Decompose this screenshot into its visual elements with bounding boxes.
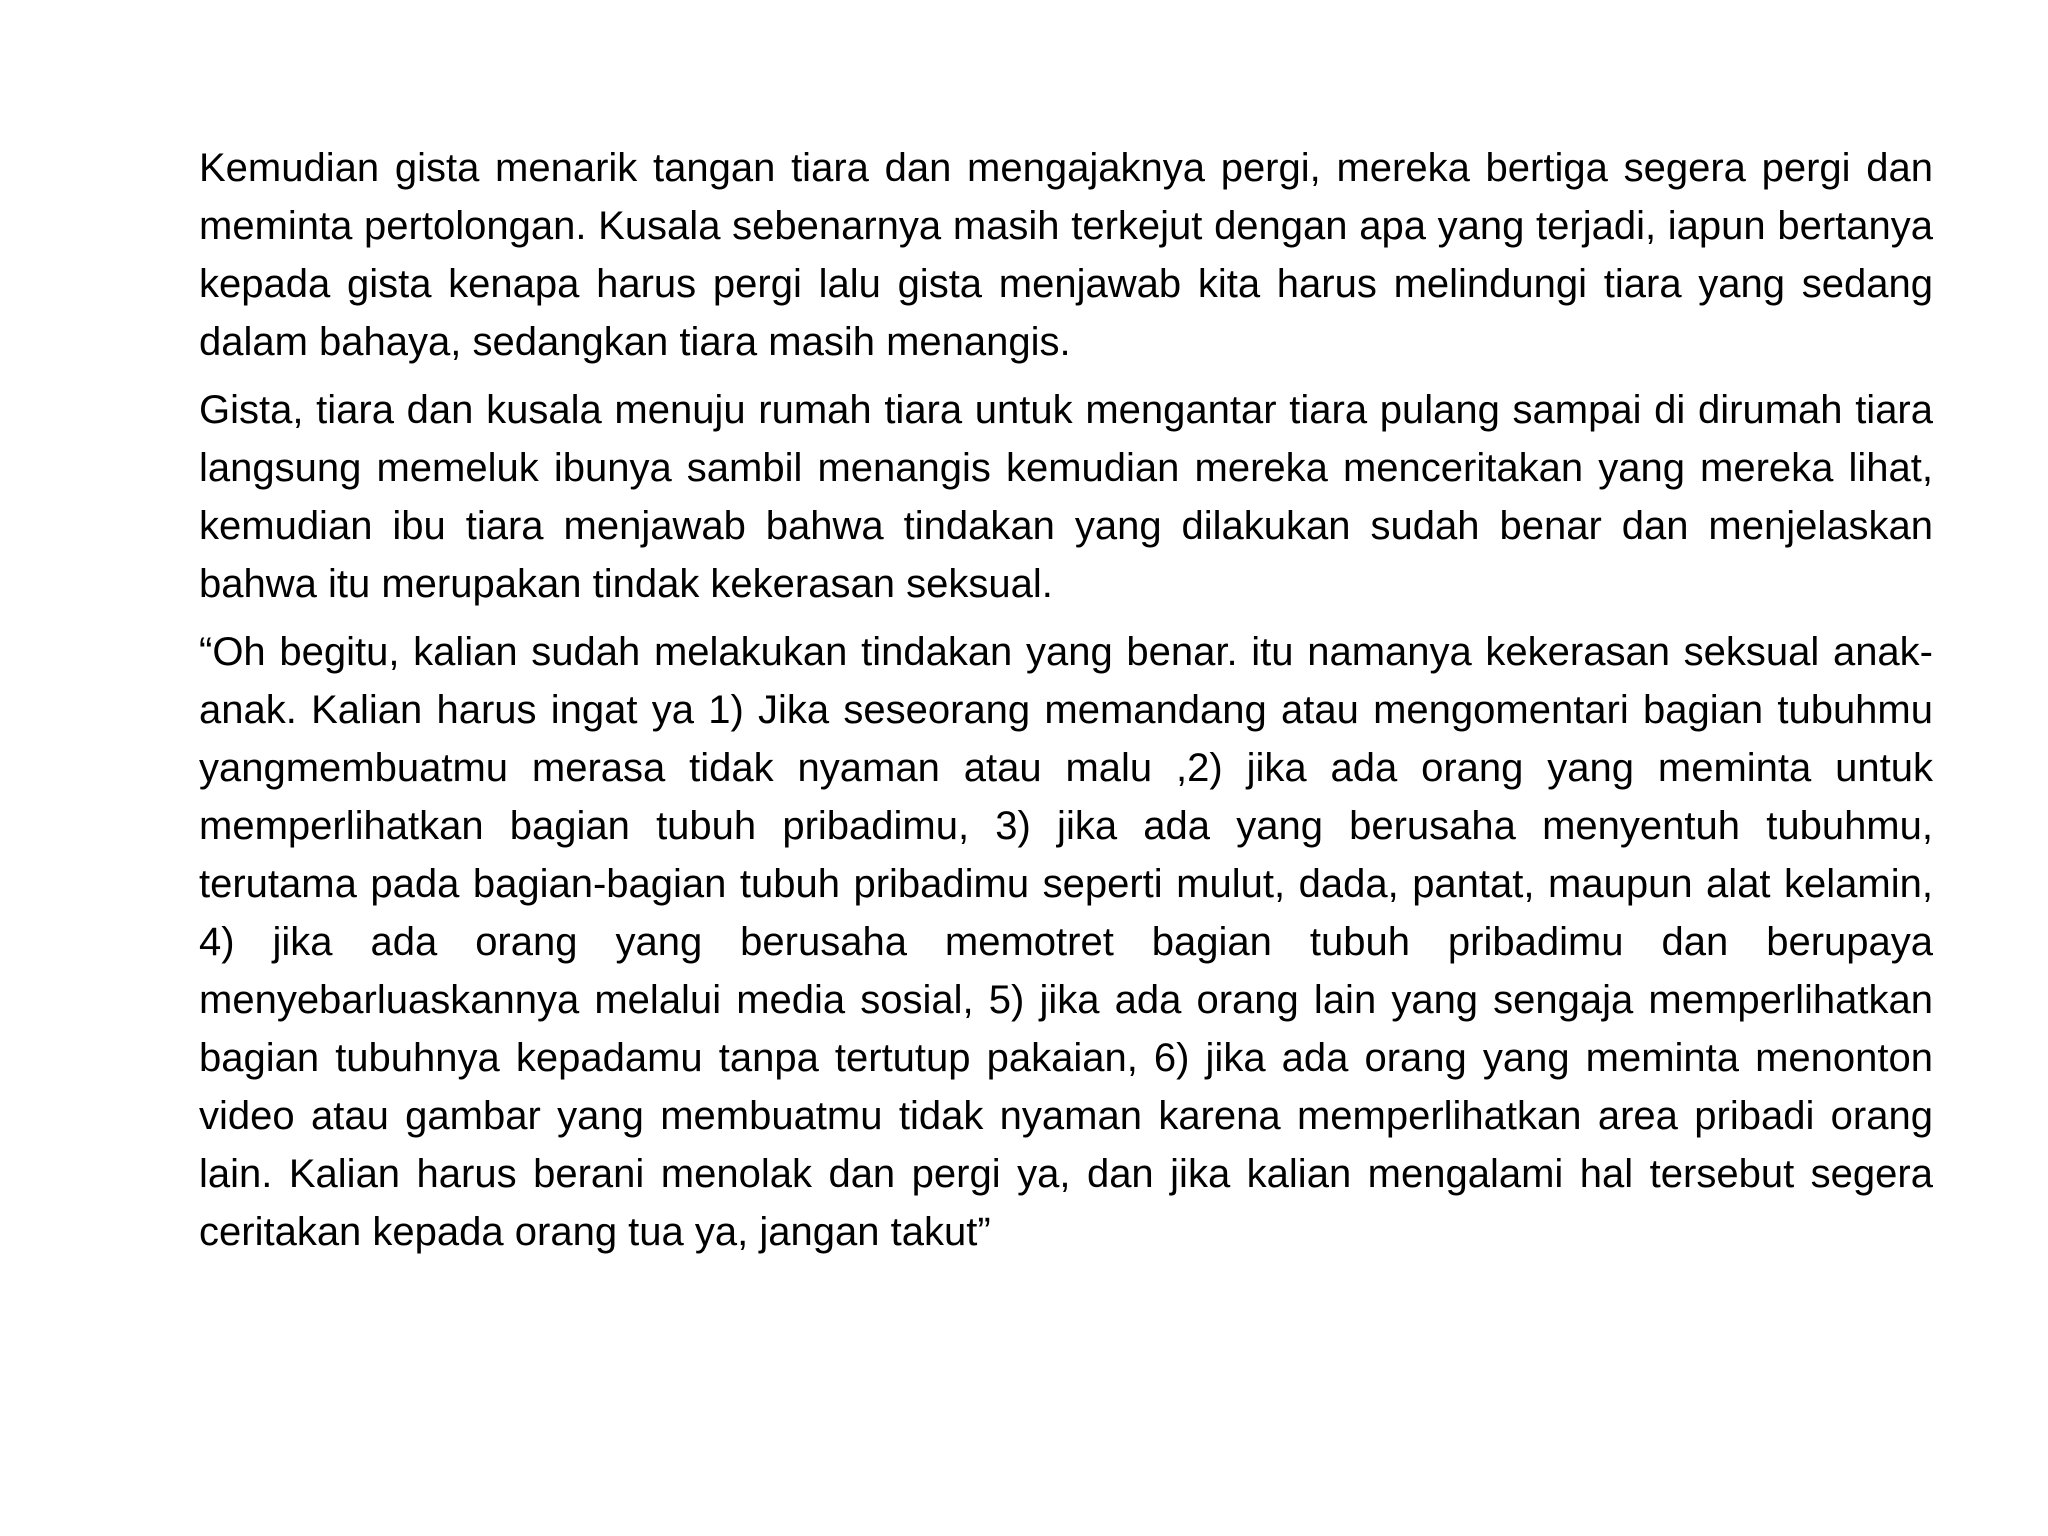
- story-text-body: [199, 139, 1933, 1271]
- paragraph-1: Kemudian gista menarik tangan tiara dan mengajaknya pergi, mereka bertiga segera pergi dan meminta pertolongan. Kusala sebenarnya masih terkejut dengan apa yang terjadi, iapun bertanya kepada gista kenapa harus pergi lalu gista menjawab kita harus melindungi tiara yang sedang dalam bahaya, sedangkan tiara masih menangis.: [199, 146, 1933, 364]
- paragraph-2: Gista, tiara dan kusala menuju rumah tiara untuk mengantar tiara pulang sampai di dirumah tiara langsung memeluk ibunya sambil menangis kemudian mereka menceritakan yang mereka lihat, kemudian ibu tiara menjawab bahwa tindakan yang dilakukan sudah benar dan menjelaskan bahwa itu merupakan tindak kekerasan seksual.: [199, 388, 1933, 606]
- paragraph-3: “Oh begitu, kalian sudah melakukan tindakan yang benar. itu namanya kekerasan seksual anak-anak. Kalian harus ingat ya 1) Jika seseorang memandang atau mengomentari bagian tubuhmu yangmembuatmu merasa tidak nyaman atau malu ,2) jika ada orang yang meminta untuk memperlihatkan bagian tubuh pribadimu, 3) jika ada yang berusaha menyentuh tubuhmu, terutama pada bagian-bagian tubuh pribadimu seperti mulut, dada, pantat, maupun alat kelamin, 4) jika ada orang yang berusaha memotret bagian tubuh pribadimu dan berupaya menyebarluaskannya melalui media sosial, 5) jika ada orang lain yang sengaja memperlihatkan bagian tubuhnya kepadamu tanpa tertutup pakaian, 6) jika ada orang yang meminta menonton video atau gambar yang membuatmu tidak nyaman karena memperlihatkan area pribadi orang lain. Kalian harus berani menolak dan pergi ya, dan jika kalian mengalami hal tersebut segera ceritakan kepada orang tua ya, jangan takut”: [199, 630, 1933, 1254]
